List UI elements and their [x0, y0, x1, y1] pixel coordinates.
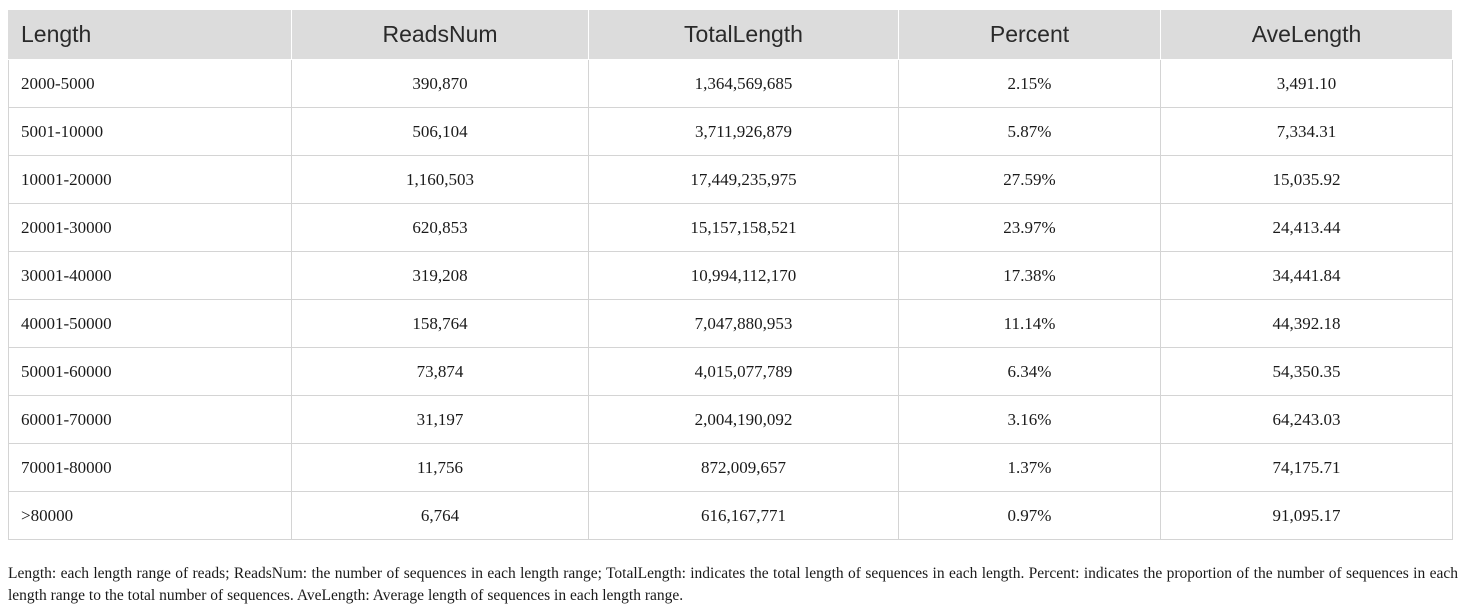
cell-length: 60001-70000: [9, 396, 292, 444]
cell-avelength: 7,334.31: [1161, 108, 1453, 156]
table-row: [9, 300, 1453, 348]
cell-length: 70001-80000: [9, 444, 292, 492]
cell-readsnum: 158,764: [292, 300, 589, 348]
cell-totallength: 1,364,569,685: [589, 60, 899, 108]
cell-length: 40001-50000: [9, 300, 292, 348]
cell-length: 50001-60000: [9, 348, 292, 396]
cell-length: 20001-30000: [9, 204, 292, 252]
cell-totallength: 3,711,926,879: [589, 108, 899, 156]
table-row: [9, 492, 1453, 540]
cell-avelength: 44,392.18: [1161, 300, 1453, 348]
cell-readsnum: 620,853: [292, 204, 589, 252]
cell-percent: 11.14%: [899, 300, 1161, 348]
column-header-avelength: AveLength: [1161, 10, 1453, 60]
cell-readsnum: 31,197: [292, 396, 589, 444]
cell-readsnum: 11,756: [292, 444, 589, 492]
cell-percent: 0.97%: [899, 492, 1161, 540]
cell-avelength: 24,413.44: [1161, 204, 1453, 252]
cell-avelength: 91,095.17: [1161, 492, 1453, 540]
cell-readsnum: 6,764: [292, 492, 589, 540]
read-length-table: [8, 9, 1453, 540]
table-row: [9, 204, 1453, 252]
cell-length: 30001-40000: [9, 252, 292, 300]
cell-totallength: 616,167,771: [589, 492, 899, 540]
cell-percent: 17.38%: [899, 252, 1161, 300]
cell-percent: 23.97%: [899, 204, 1161, 252]
cell-totallength: 15,157,158,521: [589, 204, 899, 252]
table-header-row: [9, 10, 1453, 60]
cell-avelength: 54,350.35: [1161, 348, 1453, 396]
table-row: [9, 396, 1453, 444]
cell-avelength: 15,035.92: [1161, 156, 1453, 204]
cell-totallength: 872,009,657: [589, 444, 899, 492]
cell-length: >80000: [9, 492, 292, 540]
cell-totallength: 4,015,077,789: [589, 348, 899, 396]
cell-readsnum: 506,104: [292, 108, 589, 156]
cell-length: 2000-5000: [9, 60, 292, 108]
column-header-readsnum: ReadsNum: [292, 10, 589, 60]
cell-percent: 2.15%: [899, 60, 1161, 108]
cell-avelength: 74,175.71: [1161, 444, 1453, 492]
table-row: [9, 252, 1453, 300]
cell-percent: 1.37%: [899, 444, 1161, 492]
cell-readsnum: 390,870: [292, 60, 589, 108]
cell-avelength: 3,491.10: [1161, 60, 1453, 108]
cell-totallength: 17,449,235,975: [589, 156, 899, 204]
cell-avelength: 34,441.84: [1161, 252, 1453, 300]
table-row: [9, 60, 1453, 108]
data-table-container: [8, 9, 1452, 540]
column-header-totallength: TotalLength: [589, 10, 899, 60]
table-row: [9, 444, 1453, 492]
column-header-length: Length: [9, 10, 292, 60]
table-footnote: Length: each length range of reads; ReadsNum: the number of sequences in each length range; TotalLength: indicates the total length of sequences in each length. Percent: indicates the proportion of the number of sequences in each length range to the total number of sequences. AveLength: Average length of sequences in each length range.: [8, 564, 1458, 604]
cell-percent: 6.34%: [899, 348, 1161, 396]
column-header-percent: Percent: [899, 10, 1161, 60]
cell-readsnum: 73,874: [292, 348, 589, 396]
cell-percent: 3.16%: [899, 396, 1161, 444]
cell-percent: 5.87%: [899, 108, 1161, 156]
cell-readsnum: 319,208: [292, 252, 589, 300]
cell-length: 10001-20000: [9, 156, 292, 204]
cell-totallength: 2,004,190,092: [589, 396, 899, 444]
table-row: [9, 156, 1453, 204]
cell-length: 5001-10000: [9, 108, 292, 156]
cell-totallength: 10,994,112,170: [589, 252, 899, 300]
cell-avelength: 64,243.03: [1161, 396, 1453, 444]
cell-percent: 27.59%: [899, 156, 1161, 204]
table-row: [9, 108, 1453, 156]
cell-totallength: 7,047,880,953: [589, 300, 899, 348]
table-row: [9, 348, 1453, 396]
cell-readsnum: 1,160,503: [292, 156, 589, 204]
